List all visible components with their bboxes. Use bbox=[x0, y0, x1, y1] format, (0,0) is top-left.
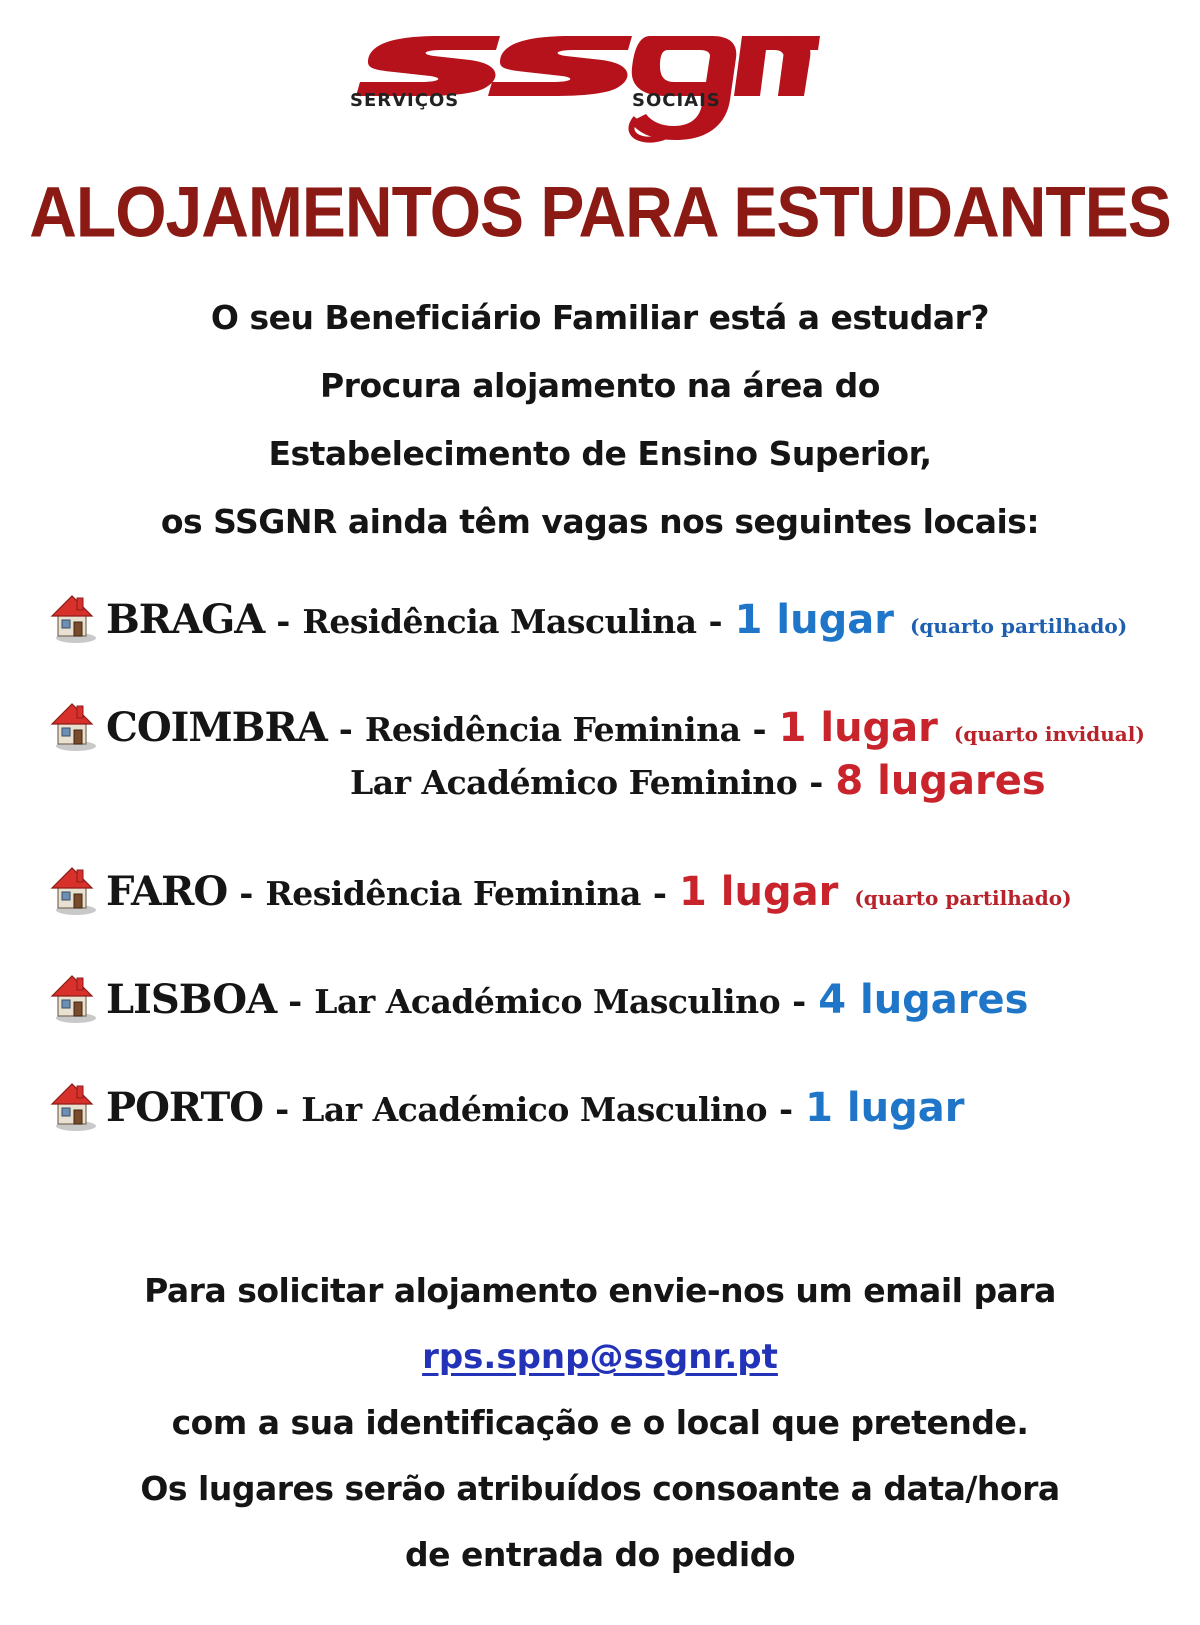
residence-name: Lar Académico Feminino bbox=[350, 763, 798, 802]
residence-name: Residência Masculina bbox=[302, 602, 697, 641]
room-note: (quarto partilhado) bbox=[909, 614, 1128, 638]
page-title: ALOJAMENTOS PARA ESTUDANTES bbox=[29, 171, 1171, 252]
separator: - bbox=[792, 982, 807, 1022]
places-count: 1 lugar bbox=[679, 869, 839, 915]
ssgnr-logo-graphic bbox=[350, 22, 820, 152]
email-link[interactable]: rps.spnp@ssgnr.pt bbox=[422, 1337, 778, 1377]
intro-block bbox=[0, 284, 1200, 556]
separator: - bbox=[779, 1090, 794, 1130]
residence-name: Lar Académico Masculino bbox=[301, 1090, 768, 1129]
city-name: PORTO bbox=[106, 1084, 264, 1131]
logo-left-text: SERVIÇOS bbox=[350, 90, 460, 111]
listing-porto bbox=[50, 1084, 964, 1140]
residence-name: Residência Feminina bbox=[265, 874, 641, 913]
residence-name: Residência Feminina bbox=[364, 710, 741, 749]
separator: - bbox=[652, 874, 668, 914]
separator: - bbox=[288, 982, 303, 1022]
places-count: 4 lugares bbox=[818, 977, 1029, 1023]
places-count: 1 lugar bbox=[778, 705, 938, 751]
listing-lisboa bbox=[50, 976, 1028, 1032]
room-note: (quarto partilhado) bbox=[854, 886, 1072, 910]
places-count: 1 lugar bbox=[734, 597, 894, 643]
residence-name: Lar Académico Masculino bbox=[314, 982, 781, 1021]
intro-line: os SSGNR ainda têm vagas nos seguintes locais: bbox=[160, 502, 1040, 541]
room-note: (quarto invidual) bbox=[953, 722, 1145, 746]
intro-line: O seu Beneficiário Familiar está a estudar? bbox=[210, 298, 990, 337]
listing-braga bbox=[50, 596, 1127, 652]
separator: - bbox=[275, 1090, 290, 1130]
footer-line: com a sua identificação e o local que pretende. bbox=[171, 1403, 1029, 1442]
footer-line: de entrada do pedido bbox=[404, 1535, 796, 1574]
places-count: 1 lugar bbox=[805, 1085, 965, 1131]
listing-coimbra bbox=[50, 704, 1145, 760]
footer-line: Os lugares serão atribuídos consoante a data/hora bbox=[140, 1469, 1060, 1508]
listing-coimbra-lar bbox=[350, 758, 1046, 814]
separator: - bbox=[752, 710, 767, 750]
logo-right-text: SOCIAIS bbox=[632, 90, 721, 111]
footer-line: Para solicitar alojamento envie-nos um email para bbox=[144, 1271, 1056, 1310]
separator: - bbox=[239, 874, 254, 914]
separator: - bbox=[338, 710, 353, 750]
footer-block bbox=[0, 1258, 1200, 1588]
separator: - bbox=[809, 763, 824, 803]
places-count: 8 lugares bbox=[835, 758, 1046, 804]
city-name: COIMBRA bbox=[106, 704, 327, 751]
city-name: LISBOA bbox=[106, 976, 277, 1023]
separator: - bbox=[708, 602, 723, 642]
city-name: FARO bbox=[106, 868, 228, 915]
intro-line: Procura alojamento na área do bbox=[320, 366, 880, 405]
city-name: BRAGA bbox=[106, 596, 265, 643]
listing-faro bbox=[50, 868, 1072, 924]
ssgnr-logo bbox=[350, 22, 820, 152]
intro-line: Estabelecimento de Ensino Superior, bbox=[268, 434, 932, 473]
separator: - bbox=[276, 602, 291, 642]
